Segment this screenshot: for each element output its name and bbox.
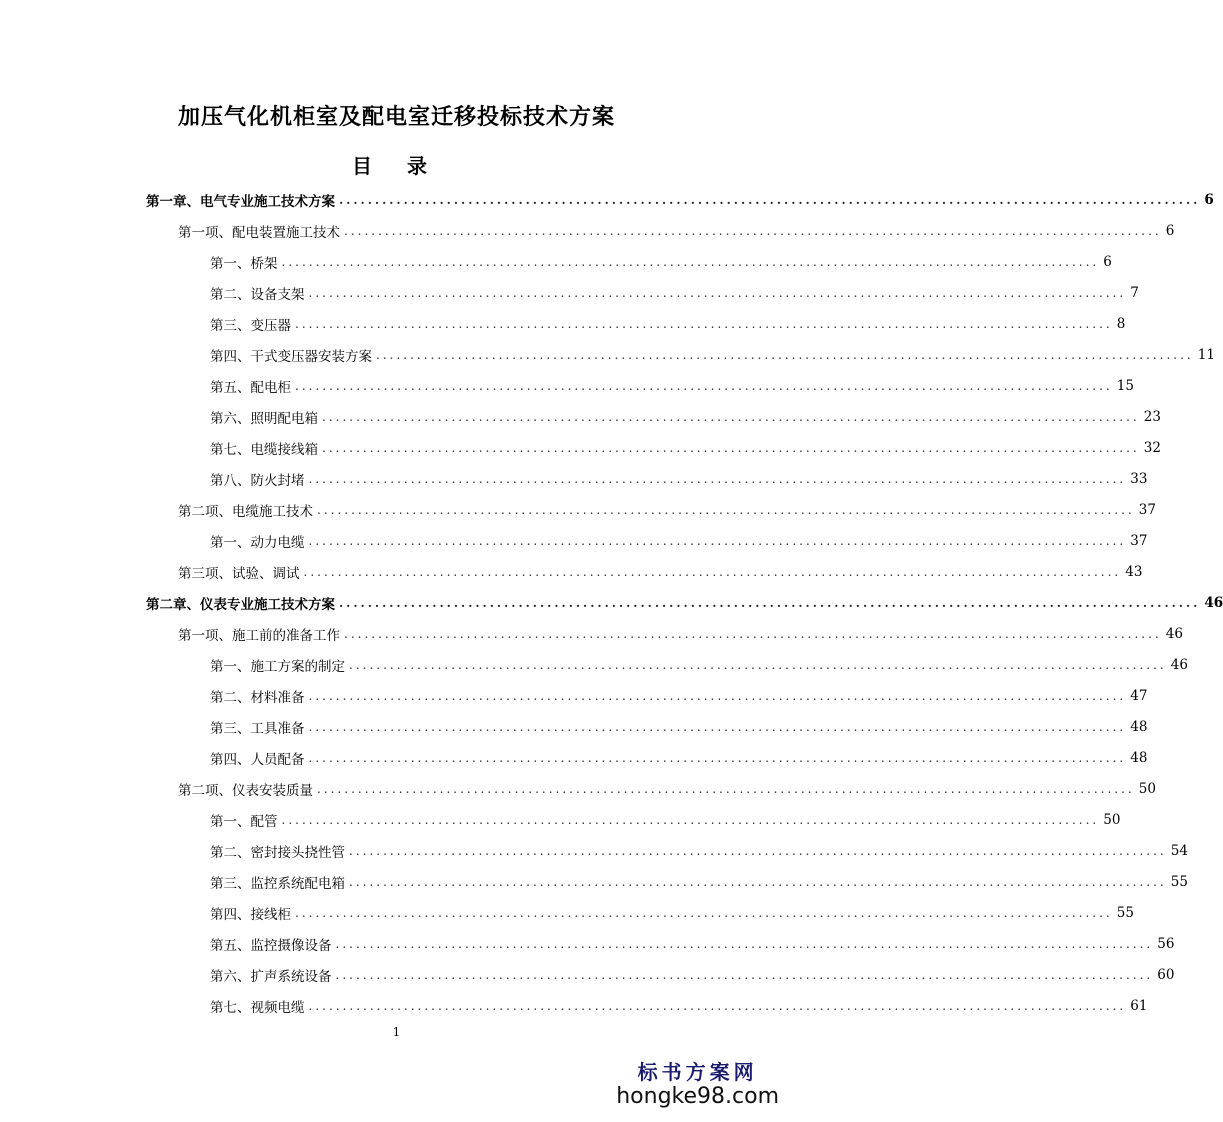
toc-entry-label: 第八、防火封堵 xyxy=(210,472,305,489)
toc-entry-label: 第三、变压器 xyxy=(210,317,291,334)
toc-leader-dots: ........................................................................................................................ xyxy=(317,502,1135,517)
toc-leader-dots: ........................................................................................................................ xyxy=(335,967,1154,982)
toc-entry-page: 50 xyxy=(1138,780,1156,797)
toc-entry-label: 第五、配电柜 xyxy=(210,379,291,396)
toc-entry[interactable] xyxy=(210,959,1175,990)
toc-leader-dots: ........................................................................................................................ xyxy=(349,657,1167,672)
watermark-logo xyxy=(616,1060,779,1110)
toc-entry[interactable] xyxy=(210,525,1148,556)
toc-entry-label: 第三、工具准备 xyxy=(210,720,305,737)
toc-leader-dots: ........................................................................................................................ xyxy=(303,564,1122,579)
toc-entry-page: 37 xyxy=(1138,501,1156,518)
toc-entry-page: 46 xyxy=(1170,656,1188,673)
toc-leader-dots: ........................................................................................................................ xyxy=(295,905,1113,920)
toc-entry[interactable] xyxy=(178,494,1156,525)
toc-entry-label: 第一章、电气专业施工技术方案 xyxy=(146,193,335,210)
toc-entry[interactable] xyxy=(210,649,1188,680)
toc-entry[interactable] xyxy=(210,866,1188,897)
toc-entry-page: 7 xyxy=(1130,284,1139,301)
page-number: 1 xyxy=(392,1025,401,1039)
toc-entry-page: 43 xyxy=(1125,563,1143,580)
toc-leader-dots: ........................................................................................................................ xyxy=(281,254,1100,269)
toc-leader-dots: ........................................................................................................................ xyxy=(344,223,1162,238)
toc-entry-label: 第二章、仪表专业施工技术方案 xyxy=(146,596,335,613)
toc-leader-dots: ........................................................................................................................ xyxy=(344,626,1162,641)
toc-entry[interactable] xyxy=(210,432,1161,463)
toc-leader-dots: ........................................................................................................................ xyxy=(335,936,1154,951)
toc-entry[interactable] xyxy=(210,246,1112,277)
toc-entry-page: 37 xyxy=(1130,532,1148,549)
toc-entry-page: 32 xyxy=(1143,439,1161,456)
toc-entry-label: 第四、干式变压器安装方案 xyxy=(210,348,372,365)
toc-leader-dots: ........................................................................................................................ xyxy=(308,998,1127,1013)
toc-entry-label: 第二、材料准备 xyxy=(210,689,305,706)
toc-leader-dots: ........................................................................................................................ xyxy=(295,378,1113,393)
toc-entry-label: 第一项、配电装置施工技术 xyxy=(178,224,340,241)
toc-entry-page: 48 xyxy=(1130,749,1148,766)
toc-leader-dots: ........................................................................................................................ xyxy=(308,719,1127,734)
toc-entry[interactable] xyxy=(210,680,1148,711)
toc-entry[interactable] xyxy=(178,618,1183,649)
toc-entry[interactable] xyxy=(210,339,1215,370)
toc-entry[interactable] xyxy=(210,370,1134,401)
toc-leader-dots: ........................................................................................................................ xyxy=(295,316,1113,331)
toc-entry[interactable] xyxy=(210,990,1148,1021)
toc-entry[interactable] xyxy=(178,215,1175,246)
toc-entry[interactable] xyxy=(178,556,1143,587)
toc-entry-page: 6 xyxy=(1204,191,1214,208)
toc-entry-label: 第一、动力电缆 xyxy=(210,534,305,551)
toc-entry-page: 15 xyxy=(1116,377,1134,394)
toc-leader-dots: ........................................................................................................................ xyxy=(308,688,1127,703)
toc-entry[interactable] xyxy=(210,711,1148,742)
toc-entry-page: 46 xyxy=(1204,594,1223,611)
toc-leader-dots: ........................................................................................................................ xyxy=(308,285,1127,300)
toc-entry-label: 第四、人员配备 xyxy=(210,751,305,768)
toc-leader-dots: ........................................................................................................................ xyxy=(349,843,1167,858)
watermark-en: hongke98.com xyxy=(616,1084,779,1109)
toc-entry[interactable] xyxy=(178,773,1156,804)
toc-entry-label: 第一、桥架 xyxy=(210,255,278,272)
toc-entry[interactable] xyxy=(210,308,1126,339)
toc-entry-page: 56 xyxy=(1157,935,1175,952)
toc-entry[interactable] xyxy=(210,742,1148,773)
toc-entry-page: 50 xyxy=(1103,811,1121,828)
toc-leader-dots: ........................................................................................................................ xyxy=(308,471,1127,486)
toc-leader-dots: ........................................................................................................................ xyxy=(322,440,1140,455)
toc-entry[interactable] xyxy=(210,835,1188,866)
toc-leader-dots: ........................................................................................................................ xyxy=(322,409,1140,424)
toc-leader-dots: ........................................................................................................................ xyxy=(317,781,1135,796)
toc-entry-page: 11 xyxy=(1197,346,1215,363)
toc-entry[interactable] xyxy=(210,463,1148,494)
toc-entry-label: 第三、监控系统配电箱 xyxy=(210,875,345,892)
toc-entry-label: 第五、监控摄像设备 xyxy=(210,937,332,954)
toc-leader-dots: ........................................................................................................................ xyxy=(308,750,1127,765)
toc-leader-dots: ........................................................................................................................ xyxy=(281,812,1100,827)
toc-entry-page: 48 xyxy=(1130,718,1148,735)
toc-entry[interactable] xyxy=(146,184,1214,215)
toc-entry-page: 6 xyxy=(1103,253,1112,270)
toc-entry-label: 第二、密封接头挠性管 xyxy=(210,844,345,861)
toc-entry-label: 第四、接线柜 xyxy=(210,906,291,923)
toc-entry-label: 第一项、施工前的准备工作 xyxy=(178,627,340,644)
toc-entry[interactable] xyxy=(210,928,1175,959)
toc-entry-label: 第一、施工方案的制定 xyxy=(210,658,345,675)
toc-entry[interactable] xyxy=(210,401,1161,432)
toc-entry-label: 第三项、试验、调试 xyxy=(178,565,300,582)
toc-entry[interactable] xyxy=(210,897,1134,928)
toc-entry-page: 47 xyxy=(1130,687,1148,704)
toc-entry-page: 6 xyxy=(1165,222,1175,239)
toc-leader-dots: ........................................................................................................................ xyxy=(308,533,1127,548)
toc-entry-label: 第六、照明配电箱 xyxy=(210,410,318,427)
toc-entry-label: 第七、电缆接线箱 xyxy=(210,441,318,458)
toc-entry-page: 55 xyxy=(1116,904,1134,921)
toc-heading: 目 录 xyxy=(352,154,441,178)
watermark-cn: 标书方案网 xyxy=(637,1060,758,1084)
toc-entry[interactable] xyxy=(210,804,1121,835)
page-title: 加压气化机柜室及配电室迁移投标技术方案 xyxy=(177,104,615,130)
toc-entry-label: 第六、扩声系统设备 xyxy=(210,968,332,985)
toc-entry[interactable] xyxy=(146,587,1223,618)
toc-entry-label: 第七、视频电缆 xyxy=(210,999,305,1016)
toc-entry-label: 第二、设备支架 xyxy=(210,286,305,303)
toc-leader-dots: ........................................................................................................................ xyxy=(339,595,1201,610)
toc-entry-label: 第二项、电缆施工技术 xyxy=(178,503,313,520)
toc-entry-label: 第一、配管 xyxy=(210,813,278,830)
toc-entry-page: 61 xyxy=(1130,997,1148,1014)
toc-entry-page: 8 xyxy=(1116,315,1126,332)
toc-entry-page: 33 xyxy=(1130,470,1148,487)
toc-leader-dots: ........................................................................................................................ xyxy=(376,347,1194,362)
toc-entry-page: 46 xyxy=(1165,625,1183,642)
toc-entry-label: 第二项、仪表安装质量 xyxy=(178,782,313,799)
toc-entry-page: 23 xyxy=(1143,408,1161,425)
toc-leader-dots: ........................................................................................................................ xyxy=(349,874,1167,889)
toc-entry-page: 60 xyxy=(1157,966,1175,983)
toc-entry-page: 55 xyxy=(1170,873,1188,890)
toc-leader-dots: ........................................................................................................................ xyxy=(339,192,1201,207)
toc-entry-page: 54 xyxy=(1170,842,1188,859)
toc-entry[interactable] xyxy=(210,277,1139,308)
